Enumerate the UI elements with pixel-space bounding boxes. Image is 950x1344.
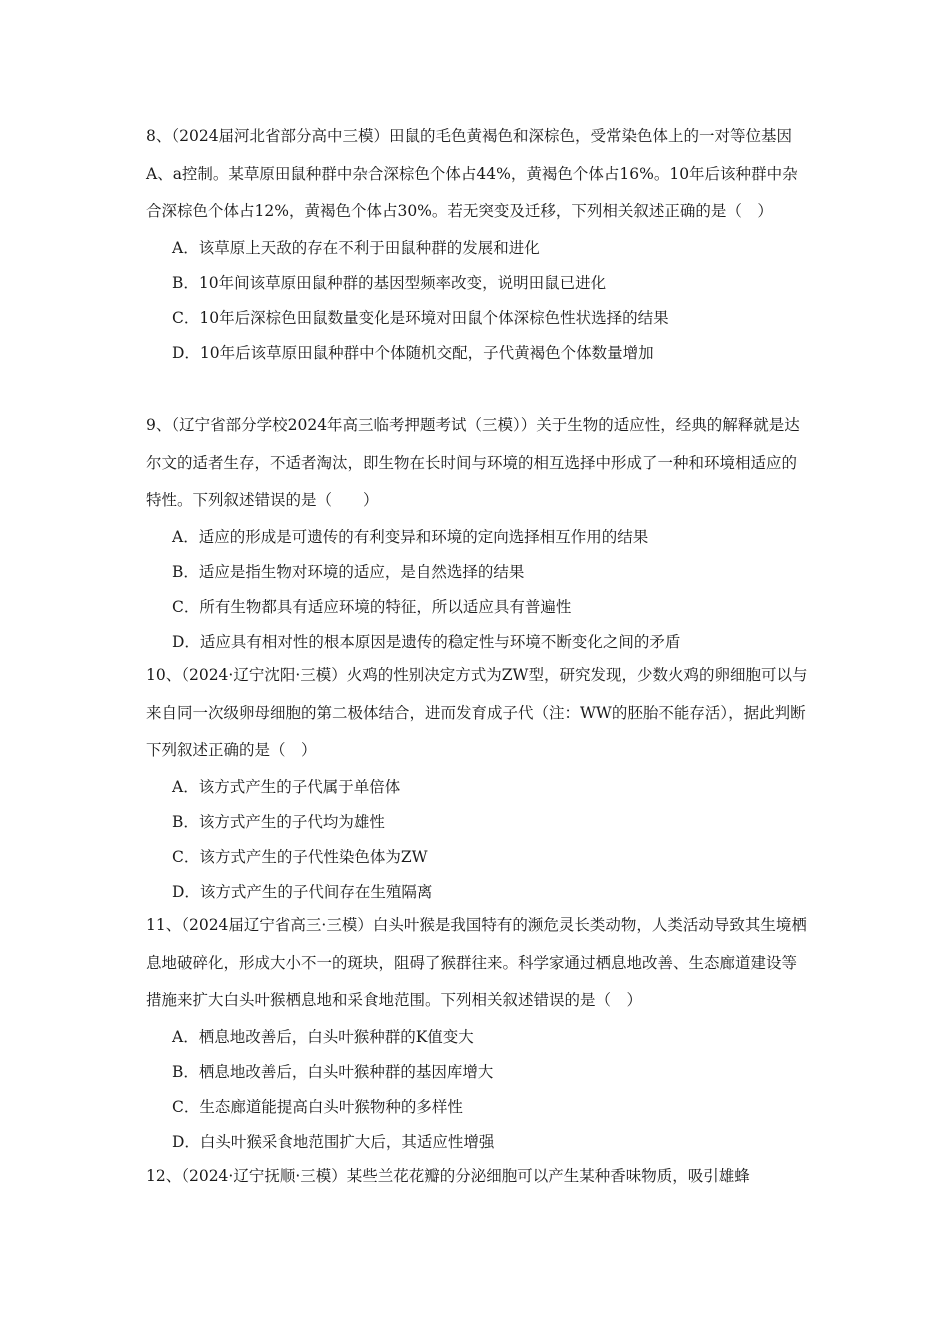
option-c: C．10年后深棕色田鼠数量变化是环境对田鼠个体深棕色性状选择的结果: [172, 308, 669, 327]
question-stem: 9、（辽宁省部分学校2024年高三临考押题考试（三模））关于生物的适应性，经典的解释就是达尔文的适者生存，不适者淘汰，即生物在长时间与环境的相互选择中形成了一种和环境相适应的特性。下列叙述错误的是（ ）: [146, 416, 800, 509]
question-stem: 8、（2024届河北省部分高中三模）田鼠的毛色黄褐色和深棕色，受常染色体上的一对等位基因A、a控制。某草原田鼠种群中杂合深棕色个体占44%，黄褐色个体占16%。10年后该种群中杂合深棕色个体占12%，黄褐色个体占30%。若无突变及迁移，下列相关叙述正确的是（ ）: [146, 127, 798, 220]
question-stem: 10、（2024·辽宁沈阳·三模）火鸡的性别决定方式为ZW型，研究发现，少数火鸡的卵细胞可以与来自同一次级卵母细胞的第二极体结合，进而发育成子代（注：WW的胚胎不能存活），据此判断下列叙述正确的是（ ）: [146, 666, 808, 759]
question-12: [146, 1158, 810, 1196]
option-c: C．所有生物都具有适应环境的特征，所以适应具有普遍性: [172, 597, 572, 616]
option-a: A．该方式产生的子代属于单倍体: [172, 777, 401, 796]
option-c: C．该方式产生的子代性染色体为ZW: [172, 847, 428, 866]
option-d: D．白头叶猴采食地范围扩大后，其适应性增强: [172, 1132, 495, 1151]
question-stem: 12、（2024·辽宁抚顺·三模）某些兰花花瓣的分泌细胞可以产生某种香味物质，吸引雄蜂: [146, 1167, 750, 1185]
option-c: C．生态廊道能提高白头叶猴物种的多样性: [172, 1097, 463, 1116]
option-a: A．适应的形成是可遗传的有利变异和环境的定向选择相互作用的结果: [172, 527, 649, 546]
option-b: B．适应是指生物对环境的适应，是自然选择的结果: [172, 562, 525, 581]
question-stem: 11、（2024届辽宁省高三·三模）白头叶猴是我国特有的濒危灵长类动物，人类活动导致其生境栖息地破碎化，形成大小不一的斑块，阻碍了猴群往来。科学家通过栖息地改善、生态廊道建设等措施来扩大白头叶猴栖息地和采食地范围。下列相关叙述错误的是（ ）: [146, 916, 807, 1009]
question-8: [146, 118, 810, 371]
option-d: D．10年后该草原田鼠种群中个体随机交配，子代黄褐色个体数量增加: [172, 343, 654, 362]
option-a: A．该草原上天敌的存在不利于田鼠种群的发展和进化: [172, 238, 540, 257]
option-a: A．栖息地改善后，白头叶猴种群的K值变大: [172, 1027, 474, 1046]
question-9: [146, 407, 810, 660]
option-b: B．该方式产生的子代均为雄性: [172, 812, 385, 831]
option-d: D．适应具有相对性的根本原因是遗传的稳定性与环境不断变化之间的矛盾: [172, 632, 681, 651]
question-10: [146, 657, 810, 910]
option-b: B．栖息地改善后，白头叶猴种群的基因库增大: [172, 1062, 494, 1081]
option-d: D．该方式产生的子代间存在生殖隔离: [172, 882, 433, 901]
option-b: B．10年间该草原田鼠种群的基因型频率改变，说明田鼠已进化: [172, 273, 607, 292]
question-11: [146, 907, 810, 1160]
